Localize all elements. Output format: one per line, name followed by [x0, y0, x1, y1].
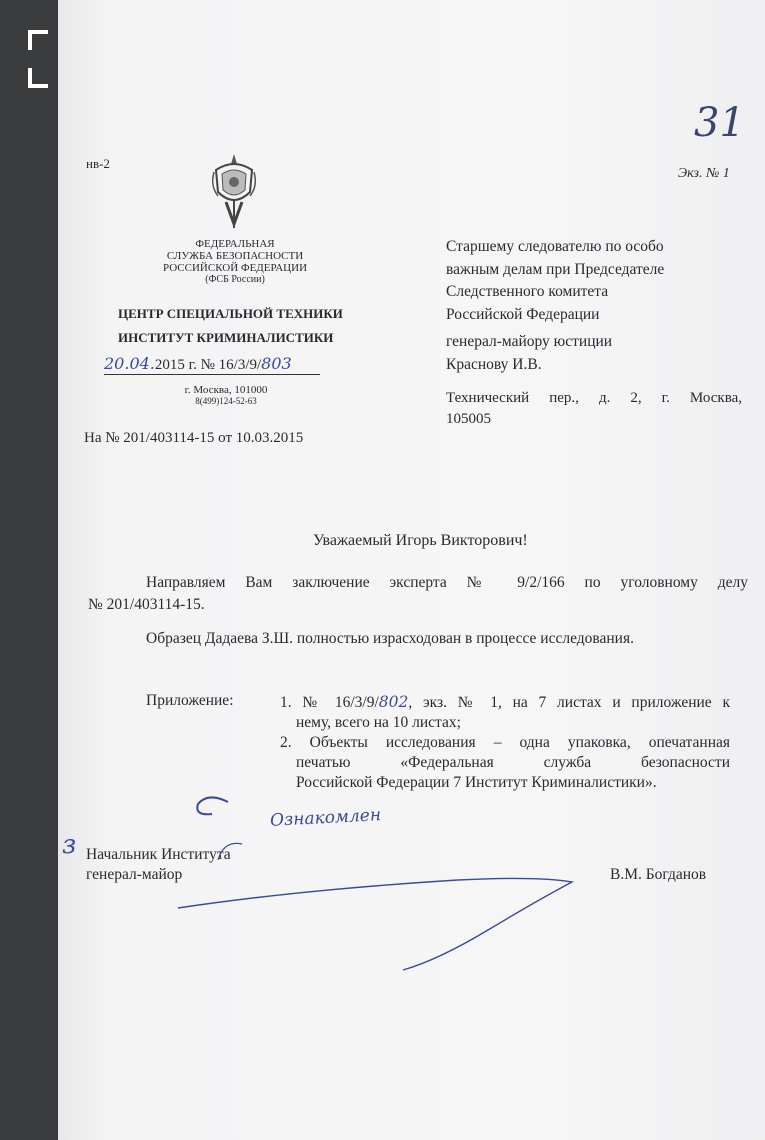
address-city: г. Москва, 101000: [184, 384, 268, 396]
phone-number: 8(499)124-52-63: [195, 396, 257, 406]
outgoing-date-handwritten: 20.04.: [104, 354, 155, 373]
org-line-1: ФЕДЕРАЛЬНАЯ: [195, 238, 275, 250]
attachment-item-1-handwritten: 802: [378, 693, 409, 711]
crop-corner-bottom-left: [28, 68, 48, 88]
crop-corner-top-left: [28, 30, 48, 50]
outgoing-number: [104, 354, 320, 375]
handwritten-note: Ознакомлен: [269, 805, 382, 831]
org-line-3: РОССИЙСКОЙ ФЕДЕРАЦИИ: [162, 262, 308, 274]
form-code: нв-2: [86, 156, 110, 171]
salutation: Уважаемый Игорь Викторович!: [313, 532, 528, 549]
fsb-emblem-icon: [208, 152, 260, 230]
paragraph-2: Образец Дадаева З.Ш. полностью израсходован в процессе исследования.: [146, 630, 634, 647]
attachment-label: Приложение:: [146, 692, 234, 709]
org-institute: ИНСТИТУТ КРИМИНАЛИСТИКИ: [118, 330, 334, 345]
org-line-2: СЛУЖБА БЕЗОПАСНОСТИ: [166, 250, 304, 262]
paragraph-1-line-1: Направляем Вам заключение эксперта № 9/2/166 по уголовному делу: [146, 574, 748, 591]
signatory-name: В.М. Богданов: [610, 866, 707, 883]
attachment-item-2-line-1: 2. Объекты исследования – одна упаковка, опечатанная: [280, 734, 730, 751]
recipient-address-1: Технический пер., д. 2, г. Москва,: [446, 390, 742, 406]
recipient-line-3: Следственного комитета: [446, 283, 609, 300]
attachment-item-1-prefix: 1. № 16/3/9/: [280, 694, 379, 711]
recipient-line-2: важным делам при Председателе: [446, 260, 665, 278]
recipient-line-4: Российской Федерации: [446, 305, 600, 323]
signatory-rank: генерал-майор: [86, 866, 183, 883]
document-page: [58, 0, 765, 1140]
attachment-item-1: [280, 692, 730, 713]
copy-number: Экз. № 1: [678, 166, 730, 181]
signatory-title: Начальник Института: [86, 846, 231, 863]
org-center: ЦЕНТР СПЕЦИАЛЬНОЙ ТЕХНИКИ: [118, 306, 343, 321]
signature-initial-mark: з: [62, 830, 77, 860]
outgoing-date-printed: 2015 г. № 16/3/9/: [154, 357, 262, 373]
recipient-name: Краснову И.В.: [446, 355, 542, 373]
recipient-line-1: Старшему следователю по особо: [446, 238, 664, 255]
page-mark: 31: [694, 100, 745, 146]
recipient-address-2: 105005: [446, 411, 491, 427]
recipient-rank: генерал-майору юстиции: [446, 333, 613, 350]
paragraph-1-line-2: № 201/403114-15.: [88, 596, 205, 613]
org-line-4: (ФСБ России): [205, 274, 265, 285]
reference-line: На № 201/403114-15 от 10.03.2015: [84, 430, 304, 446]
outgoing-number-handwritten: 803: [261, 354, 292, 373]
attachment-item-2-line-2: печатью «Федеральная служба безопасности: [296, 754, 730, 771]
attachment-item-2-line-3: Российской Федерации 7 Институт Криминалистики».: [296, 774, 657, 791]
attachment-item-1-rest: , экз. № 1, на 7 листах и приложение к: [408, 694, 730, 711]
signature-stroke: [158, 820, 578, 980]
attachment-item-1-line-2: нему, всего на 10 листах;: [296, 714, 461, 731]
